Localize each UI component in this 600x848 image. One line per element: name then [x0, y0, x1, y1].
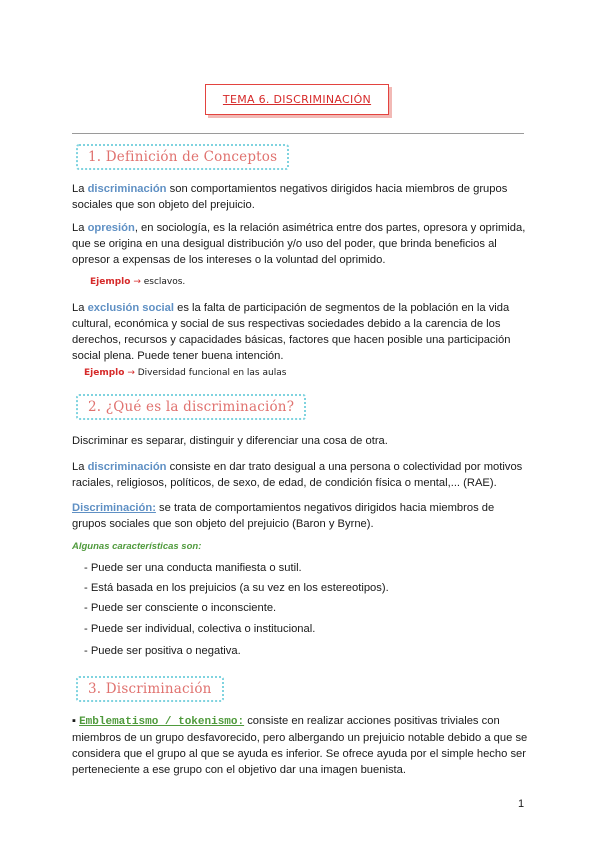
- section-heading-1-text: 1. Definición de Conceptos: [88, 149, 278, 165]
- section-heading-1: [76, 144, 289, 170]
- bullet-emblematismo: ▪ Emblematismo / tokenismo: consiste en realizar acciones positivas triviales con miembros de un grupo desfavorecido, pero albergando un prejuicio notable debido a que se considera que el grupo al que se ayuda es inferior. Se ofrece ayuda por el simple hecho ser perteneciente a ese grupo con el objetivo dar una imagen buenista.: [72, 715, 528, 776]
- paragraph-rae: La discriminación consiste en dar trato desigual a una persona o colectividad por motivos raciales, religiosos, políticos, de sexo, de edad, de condición física o mental,... (RAE).: [72, 461, 523, 489]
- example-2: Ejemplo → Diversidad funcional en las aulas: [84, 368, 287, 378]
- list-item: - Está basada en los prejuicios (a su vez en los estereotipos).: [84, 582, 389, 594]
- section-heading-2: [76, 394, 306, 420]
- keyword-emblematismo: Emblematismo / tokenismo:: [79, 716, 245, 728]
- keyword-discriminacion: discriminación: [87, 183, 167, 195]
- section-heading-2-text: 2. ¿Qué es la discriminación?: [88, 399, 295, 415]
- paragraph-baron-byrne: Discriminación: se trata de comportamientos negativos dirigidos hacia miembros de grupos sociales que son objeto del prejuicio (Baron y Byrne).: [72, 502, 495, 530]
- list-item: - Puede ser individual, colectiva o institucional.: [84, 623, 316, 635]
- list-item: - Puede ser consciente o inconsciente.: [84, 602, 277, 614]
- paragraph-opresion: La opresión, en sociología, es la relación asimétrica entre dos partes, opresora y oprimida, que se origina en una desigual distribución y/o uso del poder, que brinda beneficios al opresor a expensas de los intereses o la voluntad del oprimido.: [72, 222, 526, 266]
- list-item: - Puede ser una conducta manifiesta o sutil.: [84, 562, 302, 574]
- keyword-discriminacion-rae: discriminación: [87, 461, 167, 473]
- example-1: Ejemplo → esclavos.: [90, 277, 186, 287]
- keyword-exclusion-social: exclusión social: [87, 302, 174, 314]
- paragraph-discriminacion: La discriminación son comportamientos negativos dirigidos hacia miembros de grupos sociales que son objeto del prejuicio.: [72, 183, 508, 211]
- title-box: [205, 84, 389, 115]
- list-item: - Puede ser positiva o negativa.: [84, 645, 241, 657]
- subheading-caracteristicas: Algunas características son:: [72, 541, 202, 552]
- keyword-discriminacion-underlined: Discriminación:: [72, 502, 156, 514]
- section-heading-3-text: 3. Discriminación: [88, 681, 212, 697]
- divider: [72, 133, 524, 134]
- paragraph-exclusion-social: La exclusión social es la falta de participación de segmentos de la población en la vida cultural, económica y social de sus respectivas sociedades debido a la carencia de los derechos, recursos y capacidades básicas, factores que hacen posible una participación social plena. Puede tener buena intención.: [72, 302, 511, 362]
- section-heading-3: [76, 676, 224, 702]
- keyword-opresion: opresión: [87, 222, 135, 234]
- page-number: 1: [518, 798, 525, 810]
- arrow-icon: →: [127, 368, 135, 378]
- arrow-icon: →: [133, 277, 141, 287]
- paragraph-definicion: Discriminar es separar, distinguir y diferenciar una cosa de otra.: [72, 435, 388, 447]
- bullet-icon: ▪: [72, 715, 80, 727]
- page-title: TEMA 6. DISCRIMINACIÓN: [222, 93, 372, 106]
